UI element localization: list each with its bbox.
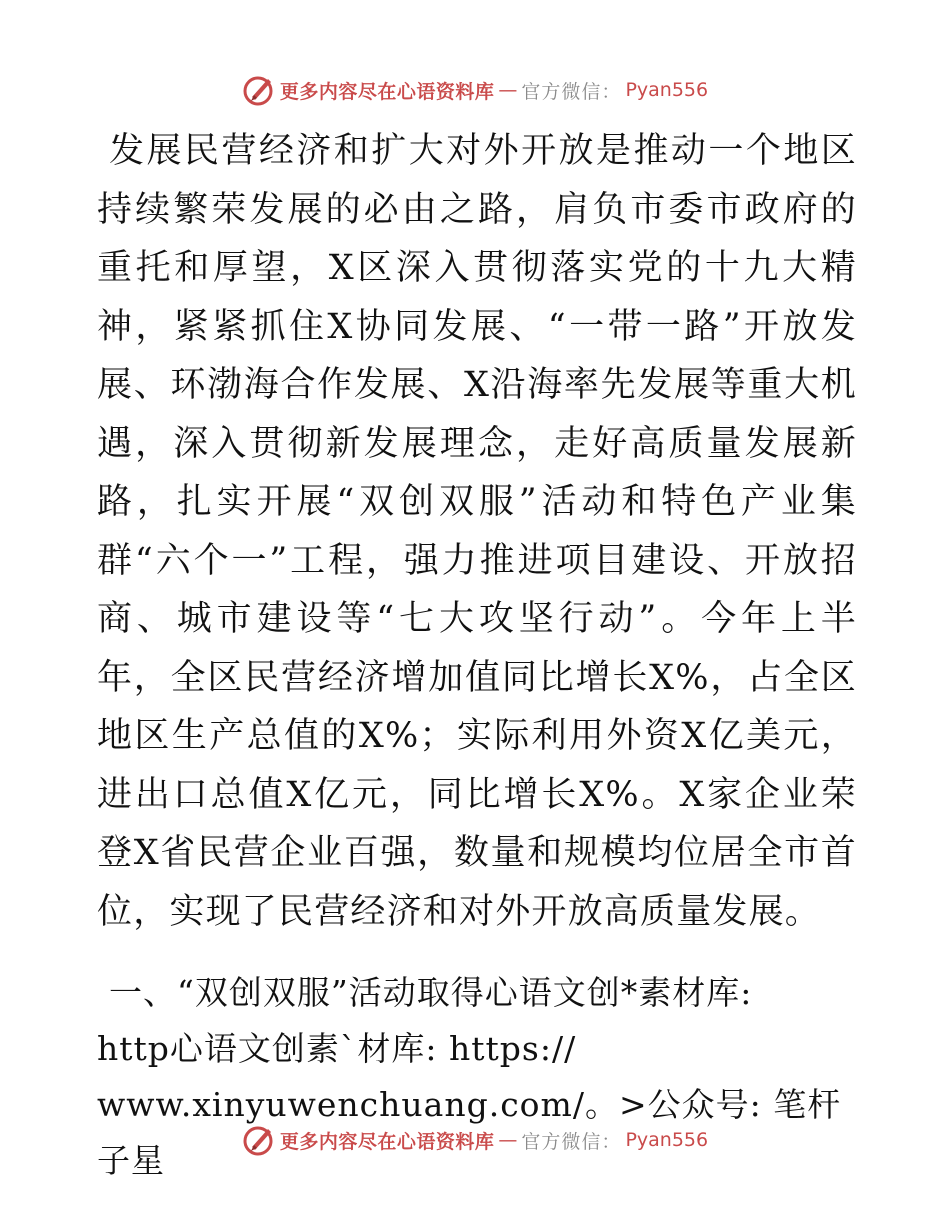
watermark-banner [242,1123,708,1157]
section-heading-line3: www.xinyuwenchuang.com/。>公众号: 笔杆子星 [97,1085,842,1180]
watermark-wechat-label: 官方微信： [521,1130,622,1153]
watermark-title: 更多内容尽在心语资料库 [279,1130,495,1153]
header-watermark [0,70,950,110]
section-heading-line2: http心语文创素`材库: https:// [97,1029,577,1068]
section-heading-line1: 一、“双创双服”活动取得心语文创*素材库: [109,973,753,1012]
watermark-title: 更多内容尽在心语资料库 [279,80,495,103]
watermark-dash: — [498,79,518,101]
quill-logo-icon [242,1123,276,1157]
watermark-wechat-label: 官方微信： [521,80,622,103]
watermark-wechat-id: Pyan556 [625,79,709,101]
footer-watermark [0,1120,950,1160]
watermark-dash: — [498,1129,518,1151]
watermark-wechat-id: Pyan556 [625,1129,709,1151]
quill-logo-icon [242,73,276,107]
watermark-banner [242,73,708,107]
document-body [97,122,857,1189]
body-paragraph: 发展民营经济和扩大对外开放是推动一个地区持续繁荣发展的必由之路，肩负市委市政府的重托和厚望，X区深入贯彻落实党的十九大精神，紧紧抓住X协同发展、“一带一路”开放发展、环渤海合作发展、X沿海率先发展等重大机遇，深入贯彻新发展理念，走好高质量发展新路，扎实开展“双创双服”活动和特色产业集群“六个一”工程，强力推进项目建设、开放招商、城市建设等“七大攻坚行动”。今年上半年，全区民营经济增加值同比增长X%，占全区地区生产总值的X%；实际利用外资X亿美元，进出口总值X亿元，同比增长X%。X家企业荣登X省民营企业百强，数量和规模均位居全市首位，实现了民营经济和对外开放高质量发展。 [97,131,857,932]
